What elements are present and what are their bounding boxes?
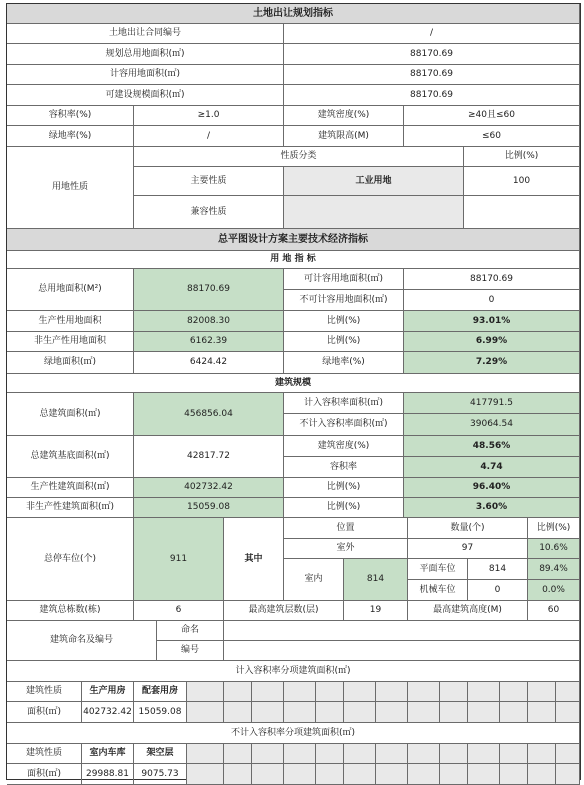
density-value: ≥40且≤60: [404, 106, 580, 126]
far_split-cell: [344, 682, 376, 702]
mech-spaces-label: 机械车位: [408, 580, 468, 601]
total-land-label: 总用地面积(M²): [7, 269, 134, 311]
total-bld-value: 456856.04: [134, 393, 284, 436]
nonfar_split-cell: [500, 744, 528, 764]
far_split-cell: [528, 682, 556, 702]
nonfar_split-cell: [284, 764, 316, 785]
max-floors-label: 最高建筑层数(层): [224, 601, 344, 621]
contract-no-label: 土地出让合同编号: [7, 24, 284, 44]
nonfar_split-cell: [284, 744, 316, 764]
base-area-label: 总建筑基底面积(㎡): [7, 436, 134, 478]
nonfar-bld-label: 不计入容积率面积(㎡): [284, 414, 404, 436]
far_split-col1-value: 402732.42: [82, 702, 134, 723]
number-label: 编号: [157, 641, 224, 661]
nonfar_split-cell: [252, 764, 284, 785]
far_split-cell: [187, 702, 224, 723]
far_split-col1-header: 生产用房: [82, 682, 134, 702]
nonfar_split-col1-header: 室内车库: [82, 744, 134, 764]
far_split-cell: [344, 702, 376, 723]
nonprod-bld-value: 15059.08: [134, 498, 284, 518]
subsection-land-indicators: 用 地 指 标: [7, 251, 580, 269]
nonfar_split-cell: [316, 764, 344, 785]
nonprod-land-value: 6162.39: [134, 332, 284, 352]
nonfar_split-cell: [224, 744, 252, 764]
nonfar-land-value: 0: [404, 290, 580, 311]
nonfar_split-cell: [316, 744, 344, 764]
far-area-label: 计容用地面积(㎡): [7, 65, 284, 85]
prod-land-ratio: 93.01%: [404, 311, 580, 332]
nonprod-land-ratio-label: 比例(%): [284, 332, 404, 352]
plan-area-value: 88170.69: [284, 44, 580, 65]
nonfar_split-col2-header: 架空层: [134, 744, 187, 764]
nonfar_split-cell: [500, 764, 528, 785]
green-value: /: [134, 126, 284, 147]
flat-spaces-pct: 89.4%: [528, 559, 580, 580]
max-height-label: 最高建筑高度(M): [408, 601, 528, 621]
far_split-cell: [224, 702, 252, 723]
nonfar_split-cell: [468, 764, 500, 785]
nonfar-land-label: 不可计容用地面积(㎡): [284, 290, 404, 311]
nonfar_split-cell: [187, 764, 224, 785]
prod-land-value: 82008.30: [134, 311, 284, 332]
nonfar_split-cell: [252, 744, 284, 764]
far-area-value: 88170.69: [284, 65, 580, 85]
max-floors-value: 19: [344, 601, 408, 621]
far_split-cell: [528, 702, 556, 723]
build-area-value: 88170.69: [284, 85, 580, 106]
prod-bld-label: 生产性建筑面积(㎡): [7, 478, 134, 498]
contract-no-value: /: [284, 24, 580, 44]
indoor-label: 室内: [284, 559, 344, 601]
far_split-cell: [316, 682, 344, 702]
parking-pct-header: 比例(%): [528, 518, 580, 539]
base-area-value: 42817.72: [134, 436, 284, 478]
prod-land-ratio-label: 比例(%): [284, 311, 404, 332]
name-label: 命名: [157, 621, 224, 641]
prod-land-label: 生产性用地面积: [7, 311, 134, 332]
far_split-cell: [556, 702, 580, 723]
compat-nature-label: 兼容性质: [134, 196, 284, 229]
nonprod-bld-label: 非生产性建筑面积(㎡): [7, 498, 134, 518]
parking-total-value: 911: [134, 518, 224, 601]
landuse-label: 用地性质: [7, 147, 134, 229]
far_split-cell: [224, 682, 252, 702]
far-land-value: 88170.69: [404, 269, 580, 290]
bld-count-value: 6: [134, 601, 224, 621]
far_split-cell: [252, 682, 284, 702]
far_split-cell: [440, 682, 468, 702]
main-nature-value: 工业用地: [284, 167, 464, 196]
far_split-cell: [408, 702, 440, 723]
height-label: 建筑限高(M): [284, 126, 404, 147]
section-title-tech-econ: 总平图设计方案主要技术经济指标: [7, 229, 580, 251]
compat-nature-ratio: [464, 196, 580, 229]
nonfar_split-col1-value: 29988.81: [82, 764, 134, 785]
prod-bld-ratio-label: 比例(%): [284, 478, 404, 498]
nonfar_split-col2-value: 9075.73: [134, 764, 187, 785]
far-value: ≥1.0: [134, 106, 284, 126]
planning-indicator-sheet: [6, 3, 581, 780]
parking-position-header: 位置: [284, 518, 408, 539]
outdoor-pct: 10.6%: [528, 539, 580, 559]
plan-area-label: 规划总用地面积(㎡): [7, 44, 284, 65]
nonfar_split-cell: [440, 744, 468, 764]
far_split-nature-label: 建筑性质: [7, 682, 82, 702]
outdoor-qty: 97: [408, 539, 528, 559]
far-split-title: 计入容积率分项建筑面积(㎡): [7, 661, 580, 682]
far_split-cell: [500, 682, 528, 702]
density-label: 建筑密度(%): [284, 106, 404, 126]
main-nature-ratio: 100: [464, 167, 580, 196]
nonfar_split-cell: [344, 764, 376, 785]
far_split-cell: [468, 702, 500, 723]
far_split-cell: [440, 702, 468, 723]
flat-spaces-qty: 814: [468, 559, 528, 580]
total-bld-label: 总建筑面积(㎡): [7, 393, 134, 436]
nonfar_split-cell: [468, 744, 500, 764]
max-height-value: 60: [528, 601, 580, 621]
bld-far-label: 容积率: [284, 457, 404, 478]
green-rate-value: 7.29%: [404, 352, 580, 374]
nonfar_split-cell: [408, 744, 440, 764]
outdoor-label: 室外: [284, 539, 408, 559]
nonfar_split-cell: [376, 764, 408, 785]
total-land-value: 88170.69: [134, 269, 284, 311]
nonfar_split-cell: [528, 764, 556, 785]
far_split-cell: [284, 702, 316, 723]
number-value: [224, 641, 580, 661]
far-bld-label: 计入容积率面积(㎡): [284, 393, 404, 414]
far_split-area-label: 面积(㎡): [7, 702, 82, 723]
far_split-cell: [252, 702, 284, 723]
nonfar-split-title: 不计入容积率分项建筑面积(㎡): [7, 723, 580, 744]
prod-bld-ratio: 96.40%: [404, 478, 580, 498]
far-land-label: 可计容用地面积(㎡): [284, 269, 404, 290]
compat-nature-value: [284, 196, 464, 229]
bld-density-label: 建筑密度(%): [284, 436, 404, 457]
ratio-header: 比例(%): [464, 147, 580, 167]
far_split-cell: [187, 682, 224, 702]
far_split-cell: [376, 682, 408, 702]
height-value: ≤60: [404, 126, 580, 147]
name-value: [224, 621, 580, 641]
nonfar_split-cell: [556, 764, 580, 785]
nonfar_split-cell: [528, 744, 556, 764]
nonfar_split-cell: [556, 744, 580, 764]
green-label: 绿地率(%): [7, 126, 134, 147]
far_split-cell: [284, 682, 316, 702]
nonfar_split-nature-label: 建筑性质: [7, 744, 82, 764]
far_split-cell: [500, 702, 528, 723]
nonfar_split-area-label: 面积(㎡): [7, 764, 82, 785]
indoor-qty: 814: [344, 559, 408, 601]
far_split-col2-value: 15059.08: [134, 702, 187, 723]
far_split-col2-header: 配套用房: [134, 682, 187, 702]
green-area-value: 6424.42: [134, 352, 284, 374]
nonfar_split-cell: [187, 744, 224, 764]
mech-spaces-pct: 0.0%: [528, 580, 580, 601]
nonfar_split-cell: [376, 744, 408, 764]
nonfar_split-cell: [344, 744, 376, 764]
far-bld-value: 417791.5: [404, 393, 580, 414]
nonprod-land-ratio: 6.99%: [404, 332, 580, 352]
build-area-label: 可建设规模面积(㎡): [7, 85, 284, 106]
nonfar-bld-value: 39064.54: [404, 414, 580, 436]
bld-density-value: 48.56%: [404, 436, 580, 457]
nonfar_split-cell: [408, 764, 440, 785]
nonprod-land-label: 非生产性用地面积: [7, 332, 134, 352]
naming-label: 建筑命名及编号: [7, 621, 157, 661]
nonfar_split-cell: [224, 764, 252, 785]
far_split-cell: [556, 682, 580, 702]
parking-among-label: 其中: [224, 518, 284, 601]
prod-bld-value: 402732.42: [134, 478, 284, 498]
bld-far-value: 4.74: [404, 457, 580, 478]
nonprod-bld-ratio-label: 比例(%): [284, 498, 404, 518]
far-label: 容积率(%): [7, 106, 134, 126]
green-area-label: 绿地面积(㎡): [7, 352, 134, 374]
subsection-building-scale: 建筑规模: [7, 374, 580, 393]
nonprod-bld-ratio: 3.60%: [404, 498, 580, 518]
section-title-land-transfer: 土地出让规划指标: [7, 4, 580, 24]
far_split-cell: [376, 702, 408, 723]
flat-spaces-label: 平面车位: [408, 559, 468, 580]
green-rate-label: 绿地率(%): [284, 352, 404, 374]
bld-count-label: 建筑总栋数(栋): [7, 601, 134, 621]
far_split-cell: [316, 702, 344, 723]
far_split-cell: [468, 682, 500, 702]
nature-category-header: 性质分类: [134, 147, 464, 167]
far_split-cell: [408, 682, 440, 702]
parking-qty-header: 数量(个): [408, 518, 528, 539]
main-nature-label: 主要性质: [134, 167, 284, 196]
nonfar_split-cell: [440, 764, 468, 785]
mech-spaces-qty: 0: [468, 580, 528, 601]
parking-total-label: 总停车位(个): [7, 518, 134, 601]
